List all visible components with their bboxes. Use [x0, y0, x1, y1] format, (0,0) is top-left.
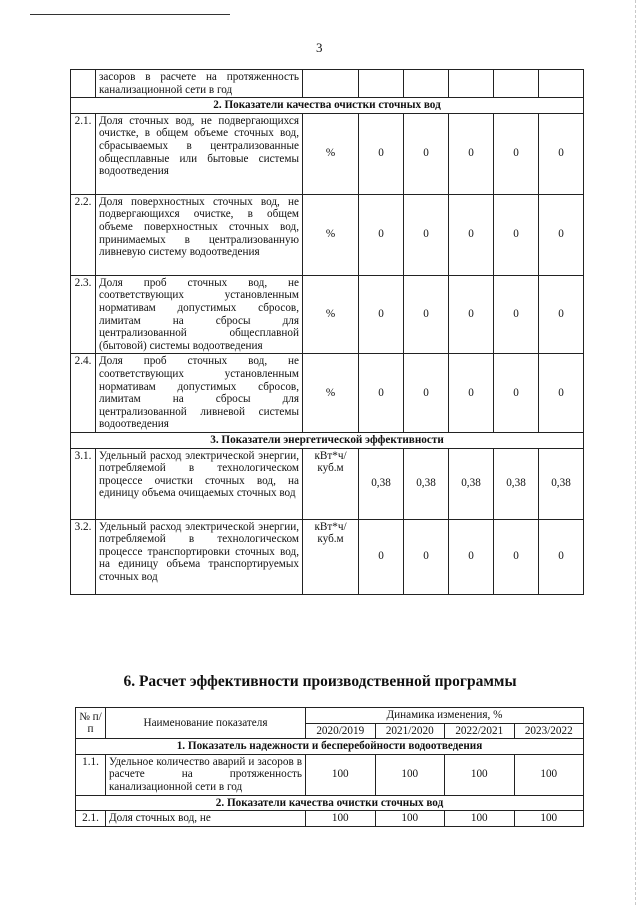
page-edge-dashed-line [635, 0, 636, 905]
value-cell: 0 [404, 113, 449, 194]
section-heading: 6. Расчет эффективности производственной программы [123, 673, 517, 690]
column-header-name: Наименование показателя [106, 708, 306, 739]
row-number: 3.1. [71, 448, 96, 519]
table-row [71, 275, 584, 354]
value-cell: 0,38 [404, 448, 449, 519]
row-unit: % [303, 354, 359, 433]
value-cell: 0 [494, 194, 539, 275]
row-name: Удельный расход электрической энергии, потребляемой в технологическом процессе транспортировки сточных вод, на единицу объема транспортируемых сточных вод [96, 519, 303, 594]
row-number: 2.3. [71, 275, 96, 354]
value-cell: 0 [359, 354, 404, 433]
column-header-year: 2020/2019 [306, 723, 376, 739]
value-cell: 0 [449, 275, 494, 354]
value-cell: 0 [359, 519, 404, 594]
table-row [76, 811, 584, 827]
value-cell: 0 [359, 194, 404, 275]
table-row [71, 354, 584, 433]
value-cell: 100 [514, 811, 584, 827]
indicators-table [70, 69, 584, 595]
value-cell: 0 [404, 275, 449, 354]
column-header-year: 2023/2022 [514, 723, 584, 739]
value-cell: 0 [494, 113, 539, 194]
efficiency-table [75, 707, 584, 827]
value-cell: 0 [494, 519, 539, 594]
value-cell: 100 [306, 811, 376, 827]
value-cell: 0,38 [359, 448, 404, 519]
row-name: засоров в расчете на протяженность канализационной сети в год [96, 70, 303, 98]
value-cell: 0 [449, 194, 494, 275]
table-row [71, 448, 584, 519]
value-cell: 0 [449, 113, 494, 194]
value-cell: 100 [375, 754, 445, 795]
value-cell: 100 [514, 754, 584, 795]
value-cell: 0 [494, 354, 539, 433]
row-number: 3.2. [71, 519, 96, 594]
value-cell: 0 [539, 519, 584, 594]
value-cell: 0 [359, 275, 404, 354]
row-unit: кВт*ч/куб.м [303, 519, 359, 594]
column-header-number: № п/п [76, 708, 106, 739]
value-cell: 0 [404, 354, 449, 433]
row-unit: % [303, 194, 359, 275]
row-name: Доля сточных вод, не подвергающихся очистке, в общем объеме сточных вод, сбрасываемых в централизованные общесплавные или бытовые системы водоотведения [96, 113, 303, 194]
section-title: 2. Показатели качества очистки сточных вод [76, 795, 584, 811]
section-title: 3. Показатели энергетической эффективности [71, 432, 584, 448]
table-row [71, 519, 584, 594]
value-cell: 0 [404, 194, 449, 275]
value-cell: 0,38 [449, 448, 494, 519]
row-name: Доля проб сточных вод, не соответствующих установленным нормативам допустимых сбросов, лимитам на сбросы для централизованной общесплавной (бытовой) системы водоотведения [96, 275, 303, 354]
value-cell: 100 [445, 754, 515, 795]
value-cell: 0 [449, 519, 494, 594]
row-name: Доля поверхностных сточных вод, не подвергающихся очистке, в общем объеме поверхностных сточных вод, принимаемых в централизованную ливневую систему водоотведения [96, 194, 303, 275]
table-row [71, 70, 584, 98]
row-number: 2.4. [71, 354, 96, 433]
column-header-year: 2021/2020 [375, 723, 445, 739]
table-row [76, 754, 584, 795]
row-name: Удельное количество аварий и засоров в расчете на протяженность канализационной сети в год [106, 754, 306, 795]
top-rule [30, 14, 230, 15]
value-cell: 0 [404, 519, 449, 594]
value-cell: 0 [539, 275, 584, 354]
row-number: 1.1. [76, 754, 106, 795]
value-cell: 0,38 [494, 448, 539, 519]
page-number: 3 [316, 40, 323, 55]
row-number: 2.1. [76, 811, 106, 827]
row-number: 2.1. [71, 113, 96, 194]
row-name: Удельный расход электрической энергии, потребляемой в технологическом процессе очистки сточных вод, на единицу объема очищаемых сточных вод [96, 448, 303, 519]
row-name: Доля сточных вод, не [106, 811, 306, 827]
value-cell: 100 [306, 754, 376, 795]
header-row [76, 708, 584, 724]
row-unit: кВт*ч/куб.м [303, 448, 359, 519]
value-cell: 0,38 [539, 448, 584, 519]
value-cell: 0 [449, 354, 494, 433]
row-unit: % [303, 275, 359, 354]
value-cell: 0 [539, 194, 584, 275]
section-row [71, 98, 584, 114]
value-cell: 0 [539, 354, 584, 433]
table-row [71, 194, 584, 275]
value-cell: 0 [494, 275, 539, 354]
table-row [71, 113, 584, 194]
section-row [76, 739, 584, 755]
value-cell: 0 [359, 113, 404, 194]
row-name: Доля проб сточных вод, не соответствующих установленным нормативам допустимых сбросов, лимитам на сбросы для централизованной ливневой системы водоотведения [96, 354, 303, 433]
row-number: 2.2. [71, 194, 96, 275]
section-title: 1. Показатель надежности и бесперебойности водоотведения [76, 739, 584, 755]
row-unit: % [303, 113, 359, 194]
value-cell: 100 [445, 811, 515, 827]
column-header-dynamics: Динамика изменения, % [306, 708, 584, 724]
section-row [71, 432, 584, 448]
value-cell: 100 [375, 811, 445, 827]
section-row [76, 795, 584, 811]
column-header-year: 2022/2021 [445, 723, 515, 739]
value-cell: 0 [539, 113, 584, 194]
section-title: 2. Показатели качества очистки сточных вод [71, 98, 584, 114]
